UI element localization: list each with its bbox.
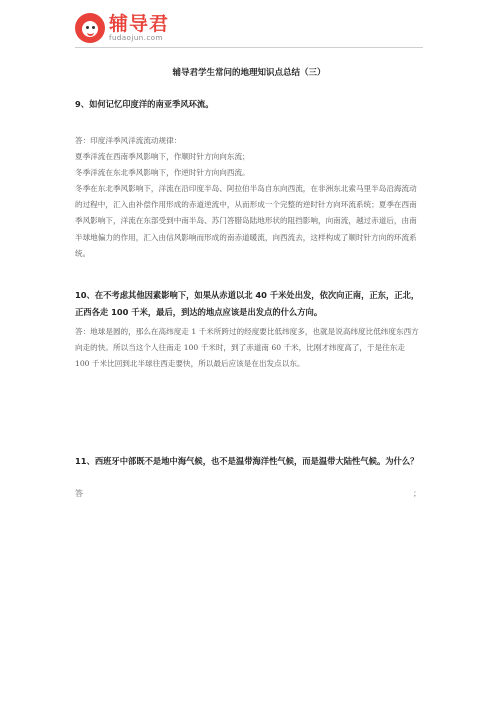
answer-11-punctuation: ； <box>413 489 421 498</box>
brand-name: 辅导君 <box>109 12 170 35</box>
question-10: 10、在不考虑其他因素影响下，如果从赤道以北 40 千米处出发，依次向正南，正东，正北，正西各走 100 千米，最后，到达的地点应该是出发点的什么方向。 <box>75 290 420 317</box>
answer-11-label: 答 <box>75 489 83 498</box>
question-9: 9、如何记忆印度洋的南亚季风环流。 <box>75 99 214 109</box>
brand-url: fudaojun.com <box>109 33 163 42</box>
answer-9-paragraph: 冬季在东北季风影响下，洋流在沿印度半岛、阿拉伯半岛自东向西流，在非洲东北索马里半岛沿海流动的过程中，汇入由补偿作用形成的赤道逆流中，从而形成一个完整的逆时针方向环流系统；夏季在西南季风影响下，洋流在东部受到中南半岛、苏门答腊岛陆地形状的阻挡影响，向南流，越过赤道后，由南半球地偏力的作用，汇入由信风影响而形成的南赤道暖流，向西流去，这样构成了顺时针方向的环流系统。 <box>75 184 417 258</box>
question-11: 11、西班牙中部既不是地中海气候，也不是温带海洋性气候，而是温带大陆性气候。为什么？ <box>75 456 419 466</box>
brand-logo[interactable] <box>75 11 175 45</box>
answer-9-line-1: 答：印度洋季风洋流流动规律： <box>75 136 182 145</box>
answer-9-line-3: 冬季洋流在东北季风影响下，作逆时针方向向西流。 <box>75 168 250 177</box>
answer-9-line-2: 夏季洋流在西南季风影响下，作顺时针方向向东流； <box>75 152 250 161</box>
mascot-icon <box>75 13 105 43</box>
brand-text <box>109 14 169 43</box>
answer-10: 答：地球是圆的，那么在高纬度走 1 千米所跨过的经度要比低纬度多，也就是说高纬度比低纬度东西方向走的快。所以当这个人往南走 100 千米时，到了赤道南 60 千米，比刚才纬度高了，于是往东走 100 千米比回到北半球往西走要快，所以最后应该是在出发点以东。 <box>75 327 419 369</box>
header-divider <box>75 47 423 48</box>
document-title: 辅导君学生常问的地理知识点总结（三） <box>172 68 326 78</box>
